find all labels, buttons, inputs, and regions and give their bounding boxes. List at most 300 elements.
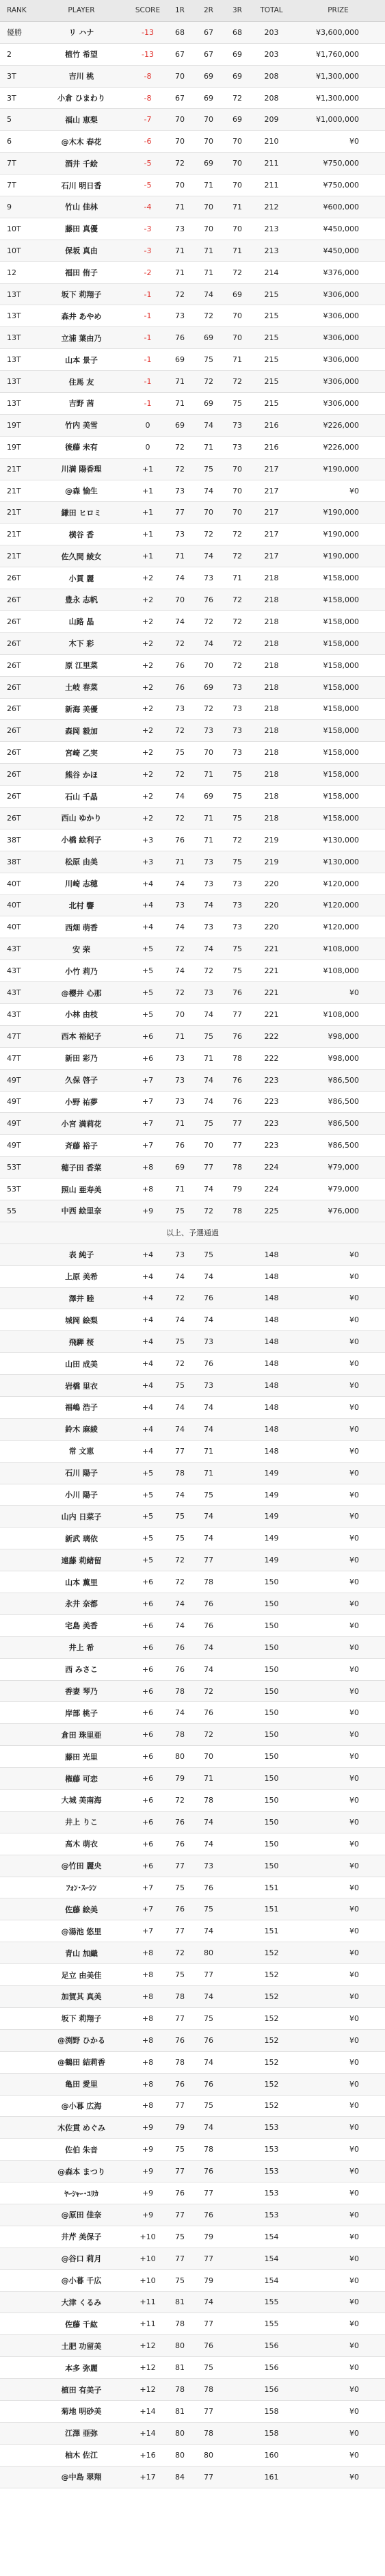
cell-total: 153 (264, 2210, 279, 2219)
cell-round-2: 76 (204, 2079, 213, 2089)
cell-round-3: 75 (233, 792, 242, 801)
table-row (0, 153, 385, 175)
table-row (0, 1113, 385, 1135)
cell-round-2: 75 (204, 2013, 213, 2023)
cell-prize: ¥158,000 (323, 726, 359, 736)
cell-round-2: 74 (204, 1075, 213, 1085)
cell-round-3: 75 (233, 966, 242, 976)
cell-round-3: 71 (233, 246, 242, 255)
table-row (0, 524, 385, 545)
cell-round-2: 69 (204, 333, 213, 343)
cell-prize: ¥79,000 (328, 1163, 359, 1172)
cell-total: 219 (264, 835, 279, 845)
cell-round-2: 76 (204, 595, 213, 604)
table-row (0, 1375, 385, 1397)
cell-round-3: 71 (233, 574, 242, 583)
cell-player: 井上 希 (68, 1643, 94, 1653)
cell-player: 石川 明日香 (61, 181, 102, 190)
table-row (0, 2379, 385, 2401)
cell-player: 山内 日菜子 (61, 1512, 102, 1521)
cell-score: +1 (142, 464, 154, 474)
cell-total: 221 (264, 966, 279, 976)
cell-score: +8 (142, 1992, 154, 2001)
cell-player: 西本 裕紀子 (61, 1032, 102, 1042)
cell-prize: ¥450,000 (323, 246, 359, 255)
cell-score: +6 (142, 1752, 154, 1762)
table-row (0, 1484, 385, 1506)
cell-round-3: 78 (233, 1163, 242, 1172)
table-row (0, 1506, 385, 1528)
cell-round-1: 75 (175, 1512, 185, 1521)
cell-round-2: 74 (204, 1185, 213, 1194)
cell-round-2: 77 (204, 1556, 213, 1565)
cell-prize: ¥158,000 (323, 617, 359, 626)
cell-player: 山田 成美 (65, 1359, 98, 1369)
cell-score: +7 (142, 1927, 154, 1936)
cell-total: 216 (264, 442, 279, 452)
cell-player: 表 純子 (68, 1250, 94, 1260)
cell-rank: 26T (7, 639, 21, 648)
cell-round-1: 70 (175, 137, 185, 146)
cell-round-3: 70 (233, 311, 242, 321)
cell-round-2: 77 (204, 2406, 213, 2416)
cell-round-3: 72 (233, 268, 242, 277)
cell-score: +7 (142, 1141, 154, 1150)
cell-round-1: 73 (175, 704, 185, 714)
cell-round-2: 73 (204, 726, 213, 736)
cell-player: 西畑 萌香 (65, 923, 98, 932)
cell-player: 青山 加織 (65, 1948, 98, 1958)
cell-round-2: 72 (204, 377, 213, 387)
cell-prize: ¥108,000 (323, 944, 359, 954)
cell-score: -1 (144, 355, 152, 365)
cell-score: +4 (142, 1315, 154, 1325)
cell-round-2: 73 (204, 1861, 213, 1870)
cell-round-2: 77 (204, 2189, 213, 2198)
cell-prize: ¥0 (349, 1599, 359, 1608)
cell-round-2: 73 (204, 1381, 213, 1391)
cell-score: +7 (142, 1883, 154, 1892)
cell-rank: 43T (7, 966, 21, 976)
cell-player: 竹山 佳林 (65, 203, 98, 212)
cell-round-2: 78 (204, 2428, 213, 2438)
cell-round-2: 71 (204, 1446, 213, 1456)
table-row (0, 1659, 385, 1681)
cell-round-1: 70 (175, 71, 185, 81)
cell-round-1: 81 (175, 2406, 185, 2416)
cell-total: 217 (264, 530, 279, 539)
cell-prize: ¥0 (349, 2145, 359, 2154)
cell-total: 218 (264, 660, 279, 670)
cell-total: 149 (264, 1556, 279, 1565)
cell-round-1: 72 (175, 1293, 185, 1303)
cell-round-3: 76 (233, 1097, 242, 1107)
cell-player: 石山 千晶 (65, 792, 98, 801)
cell-score: -3 (144, 224, 152, 233)
cell-round-1: 72 (175, 1577, 185, 1587)
cell-rank: 40T (7, 901, 21, 910)
cell-prize: ¥750,000 (323, 181, 359, 190)
cell-round-3: 75 (233, 398, 242, 408)
cell-player: @湯池 悠里 (61, 1927, 102, 1936)
cell-round-2: 74 (204, 420, 213, 430)
cell-total: 161 (264, 2472, 279, 2482)
cell-prize: ¥108,000 (323, 966, 359, 976)
cell-score: -1 (144, 289, 152, 299)
cell-rank: 21T (7, 508, 21, 517)
cell-prize: ¥158,000 (323, 682, 359, 692)
cell-player: 小橋 絵利子 (61, 836, 102, 845)
cell-total: 224 (264, 1163, 279, 1172)
results-list-qualified (0, 22, 385, 1222)
cell-round-2: 71 (204, 442, 213, 452)
cell-total: 148 (264, 1446, 279, 1456)
table-row (0, 1833, 385, 1855)
cell-round-1: 76 (175, 682, 185, 692)
cell-round-1: 71 (175, 552, 185, 561)
cell-score: +9 (142, 2167, 154, 2176)
cell-player: 後藤 未有 (65, 443, 98, 452)
cell-score: +10 (140, 2232, 156, 2241)
cell-round-1: 84 (175, 2472, 185, 2482)
cell-score: +12 (140, 2363, 156, 2373)
cell-total: 154 (264, 2232, 279, 2241)
cell-prize: ¥86,500 (328, 1119, 359, 1129)
cell-player: 川崎 志穂 (65, 879, 98, 889)
header-round-1: 1R (175, 6, 185, 15)
cell-prize: ¥0 (349, 1621, 359, 1630)
table-row (0, 1419, 385, 1441)
cell-player: 鈴木 麻綾 (65, 1425, 98, 1434)
table-row (0, 1615, 385, 1637)
cell-total: 148 (264, 1293, 279, 1303)
cell-round-2: 69 (204, 682, 213, 692)
cell-round-1: 75 (175, 748, 185, 758)
cell-prize: ¥120,000 (323, 879, 359, 888)
cell-round-2: 72 (204, 1730, 213, 1740)
cell-round-2: 74 (204, 1664, 213, 1674)
header-player: PLAYER (68, 6, 95, 15)
cell-round-2: 77 (204, 2319, 213, 2329)
cell-round-3: 72 (233, 835, 242, 845)
cell-player: 北村 響 (68, 901, 94, 910)
cell-prize: ¥0 (349, 1577, 359, 1587)
cell-round-1: 77 (175, 508, 185, 517)
cell-player: 澤井 睦 (68, 1293, 94, 1303)
table-row (0, 1288, 385, 1310)
cell-total: 158 (264, 2428, 279, 2438)
cell-round-2: 71 (204, 1053, 213, 1063)
cell-score: +6 (142, 1621, 154, 1630)
cell-round-3: 75 (233, 944, 242, 954)
cell-score: +2 (142, 704, 154, 714)
table-row (0, 1528, 385, 1549)
cell-player: @谷口 莉月 (61, 2254, 102, 2264)
cell-round-2: 70 (204, 660, 213, 670)
cell-total: 223 (264, 1141, 279, 1150)
cell-prize: ¥0 (349, 1490, 359, 1499)
cell-round-2: 78 (204, 1795, 213, 1805)
cell-rank: 3T (7, 71, 16, 81)
cell-round-2: 74 (204, 1992, 213, 2001)
cell-rank: 13T (7, 311, 21, 321)
cell-player: 福山 恵梨 (65, 115, 98, 125)
table-row (0, 1942, 385, 1964)
cell-prize: ¥98,000 (328, 1031, 359, 1041)
cell-total: 152 (264, 2013, 279, 2023)
cell-round-2: 73 (204, 857, 213, 866)
cell-player: 常 文恵 (68, 1447, 94, 1456)
cell-prize: ¥108,000 (323, 1009, 359, 1019)
cell-total: 212 (264, 202, 279, 211)
cell-rank: 優勝 (7, 28, 22, 38)
table-row (0, 764, 385, 786)
cell-score: +4 (142, 901, 154, 910)
cell-prize: ¥158,000 (323, 748, 359, 758)
cell-rank: 21T (7, 552, 21, 561)
cell-rank: 10T (7, 224, 21, 233)
cell-round-1: 74 (175, 1599, 185, 1608)
cell-score: -1 (144, 398, 152, 408)
cell-player: 新武 璃依 (65, 1534, 98, 1543)
table-row (0, 480, 385, 502)
cell-score: +10 (140, 2276, 156, 2285)
cell-round-1: 74 (175, 1490, 185, 1499)
cell-round-3: 69 (233, 115, 242, 125)
cell-rank: 19T (7, 420, 21, 430)
cell-player: 熊谷 かほ (65, 770, 98, 780)
cell-prize: ¥130,000 (323, 857, 359, 866)
cell-score: +2 (142, 617, 154, 626)
cell-rank: 5 (7, 115, 12, 125)
cell-total: 148 (264, 1315, 279, 1325)
cell-round-1: 75 (175, 1337, 185, 1347)
cell-round-2: 69 (204, 159, 213, 168)
table-row (0, 415, 385, 437)
cell-prize: ¥450,000 (323, 224, 359, 233)
cell-round-2: 74 (204, 1534, 213, 1543)
cell-total: 215 (264, 289, 279, 299)
cell-player: 柚木 佐江 (65, 2451, 98, 2460)
cell-round-1: 72 (175, 639, 185, 648)
header-round-2: 2R (204, 6, 213, 15)
cell-round-3: 70 (233, 464, 242, 474)
table-row (0, 851, 385, 873)
cell-round-1: 78 (175, 1992, 185, 2001)
table-row (0, 589, 385, 611)
cell-player: 藤田 真優 (65, 224, 98, 234)
header-prize: PRIZE (328, 6, 349, 15)
header-round-3: 3R (233, 6, 242, 15)
cell-round-2: 78 (204, 1577, 213, 1587)
cell-player: @原田 佳奈 (61, 2211, 102, 2220)
cell-round-3: 70 (233, 333, 242, 343)
cell-player: @中島 翠翔 (61, 2473, 102, 2482)
cell-total: 152 (264, 1970, 279, 1980)
cell-score: +14 (140, 2428, 156, 2438)
cell-round-1: 80 (175, 2341, 185, 2351)
cell-round-2: 70 (204, 508, 213, 517)
cell-round-1: 69 (175, 1163, 185, 1172)
cell-score: +1 (142, 508, 154, 517)
table-row (0, 502, 385, 524)
cell-prize: ¥0 (349, 1686, 359, 1696)
cell-total: 225 (264, 1206, 279, 1215)
cell-round-1: 72 (175, 1948, 185, 1958)
cell-total: 150 (264, 1839, 279, 1849)
cell-round-3: 76 (233, 988, 242, 998)
cell-round-2: 70 (204, 115, 213, 125)
table-row (0, 2401, 385, 2423)
cell-total: 151 (264, 1927, 279, 1936)
cell-prize: ¥158,000 (323, 639, 359, 648)
cell-score: +2 (142, 574, 154, 583)
table-row (0, 2292, 385, 2314)
cell-player: 斉藤 裕子 (65, 1141, 98, 1150)
cell-total: 152 (264, 2101, 279, 2111)
table-row (0, 2226, 385, 2248)
cell-round-1: 77 (175, 1446, 185, 1456)
cell-total: 215 (264, 377, 279, 387)
cell-rank: 53T (7, 1163, 21, 1172)
cell-player: 倉田 珠里亜 (61, 1730, 102, 1740)
table-row (0, 2204, 385, 2226)
table-row (0, 327, 385, 349)
cell-score: +2 (142, 748, 154, 758)
cell-score: +4 (142, 923, 154, 932)
cell-rank: 49T (7, 1075, 21, 1085)
table-row (0, 611, 385, 633)
cell-round-1: 75 (175, 2276, 185, 2285)
cell-player: 土肥 功留美 (61, 2341, 102, 2351)
cell-round-3: 70 (233, 137, 242, 146)
cell-player: 安 荣 (72, 944, 90, 954)
cell-score: +5 (142, 1009, 154, 1019)
cell-round-1: 76 (175, 1839, 185, 1849)
cell-rank: 13T (7, 289, 21, 299)
cell-round-1: 78 (175, 2385, 185, 2395)
cell-prize: ¥0 (349, 137, 359, 146)
cell-round-1: 77 (175, 1861, 185, 1870)
cell-total: 209 (264, 115, 279, 125)
cell-score: +5 (142, 988, 154, 998)
cell-rank: 26T (7, 770, 21, 780)
cell-round-2: 69 (204, 71, 213, 81)
cell-score: +2 (142, 770, 154, 780)
cell-prize: ¥0 (349, 1272, 359, 1281)
cell-prize: ¥0 (349, 2189, 359, 2198)
cell-total: 150 (264, 1621, 279, 1630)
table-row (0, 109, 385, 131)
cell-total: 156 (264, 2385, 279, 2395)
cell-prize: ¥3,600,000 (316, 27, 359, 37)
cell-round-3: 72 (233, 552, 242, 561)
table-row (0, 22, 385, 44)
cell-prize: ¥0 (349, 2101, 359, 2111)
cell-score: +8 (142, 2035, 154, 2045)
cell-player: ﾌｫﾝ･ｽｰｼﾝ (66, 1883, 96, 1893)
cell-prize: ¥86,500 (328, 1097, 359, 1107)
cell-prize: ¥1,760,000 (316, 49, 359, 59)
cell-round-1: 72 (175, 1556, 185, 1565)
table-row (0, 131, 385, 153)
cell-score: -6 (144, 137, 152, 146)
cell-round-2: 70 (204, 137, 213, 146)
cell-score: +7 (142, 1097, 154, 1107)
cell-round-1: 79 (175, 1774, 185, 1783)
table-row (0, 1070, 385, 1092)
cell-total: 220 (264, 923, 279, 932)
cell-score: +5 (142, 1512, 154, 1521)
table-row (0, 1463, 385, 1484)
cell-prize: ¥0 (349, 1992, 359, 2001)
cell-round-1: 77 (175, 1927, 185, 1936)
cell-rank: 49T (7, 1141, 21, 1150)
cell-score: -5 (144, 159, 152, 168)
cell-player: @森本 まつり (57, 2167, 105, 2176)
cell-prize: ¥0 (349, 2363, 359, 2373)
cell-player: 小林 由枝 (65, 1010, 98, 1020)
table-row (0, 1637, 385, 1659)
cell-score: +4 (142, 879, 154, 888)
cell-round-1: 76 (175, 660, 185, 670)
cell-prize: ¥0 (349, 2232, 359, 2241)
cell-score: +8 (142, 2013, 154, 2023)
cell-prize: ¥120,000 (323, 923, 359, 932)
cell-score: +1 (142, 486, 154, 495)
cell-round-2: 76 (204, 1708, 213, 1718)
table-row (0, 2074, 385, 2096)
cell-round-3: 69 (233, 49, 242, 59)
cell-prize: ¥0 (349, 1905, 359, 1914)
cell-score: +6 (142, 1577, 154, 1587)
cell-score: +2 (142, 639, 154, 648)
cell-player: 松原 由美 (65, 858, 98, 867)
table-row (0, 437, 385, 459)
cell-score: -13 (142, 27, 154, 37)
table-row (0, 720, 385, 742)
table-row (0, 938, 385, 960)
cell-round-2: 72 (204, 617, 213, 626)
cell-total: 218 (264, 813, 279, 823)
table-row (0, 1157, 385, 1178)
cell-player: 佐藤 絵美 (65, 1905, 98, 1914)
cell-round-2: 74 (204, 1512, 213, 1521)
cell-total: 218 (264, 617, 279, 626)
cell-round-2: 70 (204, 224, 213, 233)
cell-prize: ¥0 (349, 2035, 359, 2045)
cell-round-2: 69 (204, 93, 213, 103)
cell-round-1: 75 (175, 1381, 185, 1391)
cell-round-2: 74 (204, 486, 213, 495)
cell-prize: ¥600,000 (323, 202, 359, 211)
cell-round-3: 72 (233, 530, 242, 539)
table-row (0, 1724, 385, 1746)
cell-rank: 26T (7, 726, 21, 736)
cell-score: +12 (140, 2385, 156, 2395)
cell-score: +8 (142, 1948, 154, 1958)
cell-player: 岸部 桃子 (65, 1708, 98, 1718)
table-row (0, 1812, 385, 1833)
cell-player: 髙木 萌衣 (65, 1840, 98, 1849)
cell-round-1: 75 (175, 2232, 185, 2241)
cell-prize: ¥0 (349, 2057, 359, 2067)
cell-round-1: 70 (175, 115, 185, 125)
cell-player: 小竹 莉乃 (65, 966, 98, 976)
cell-round-2: 71 (204, 268, 213, 277)
table-row (0, 1244, 385, 1266)
cell-player: @木木 春花 (61, 137, 102, 146)
